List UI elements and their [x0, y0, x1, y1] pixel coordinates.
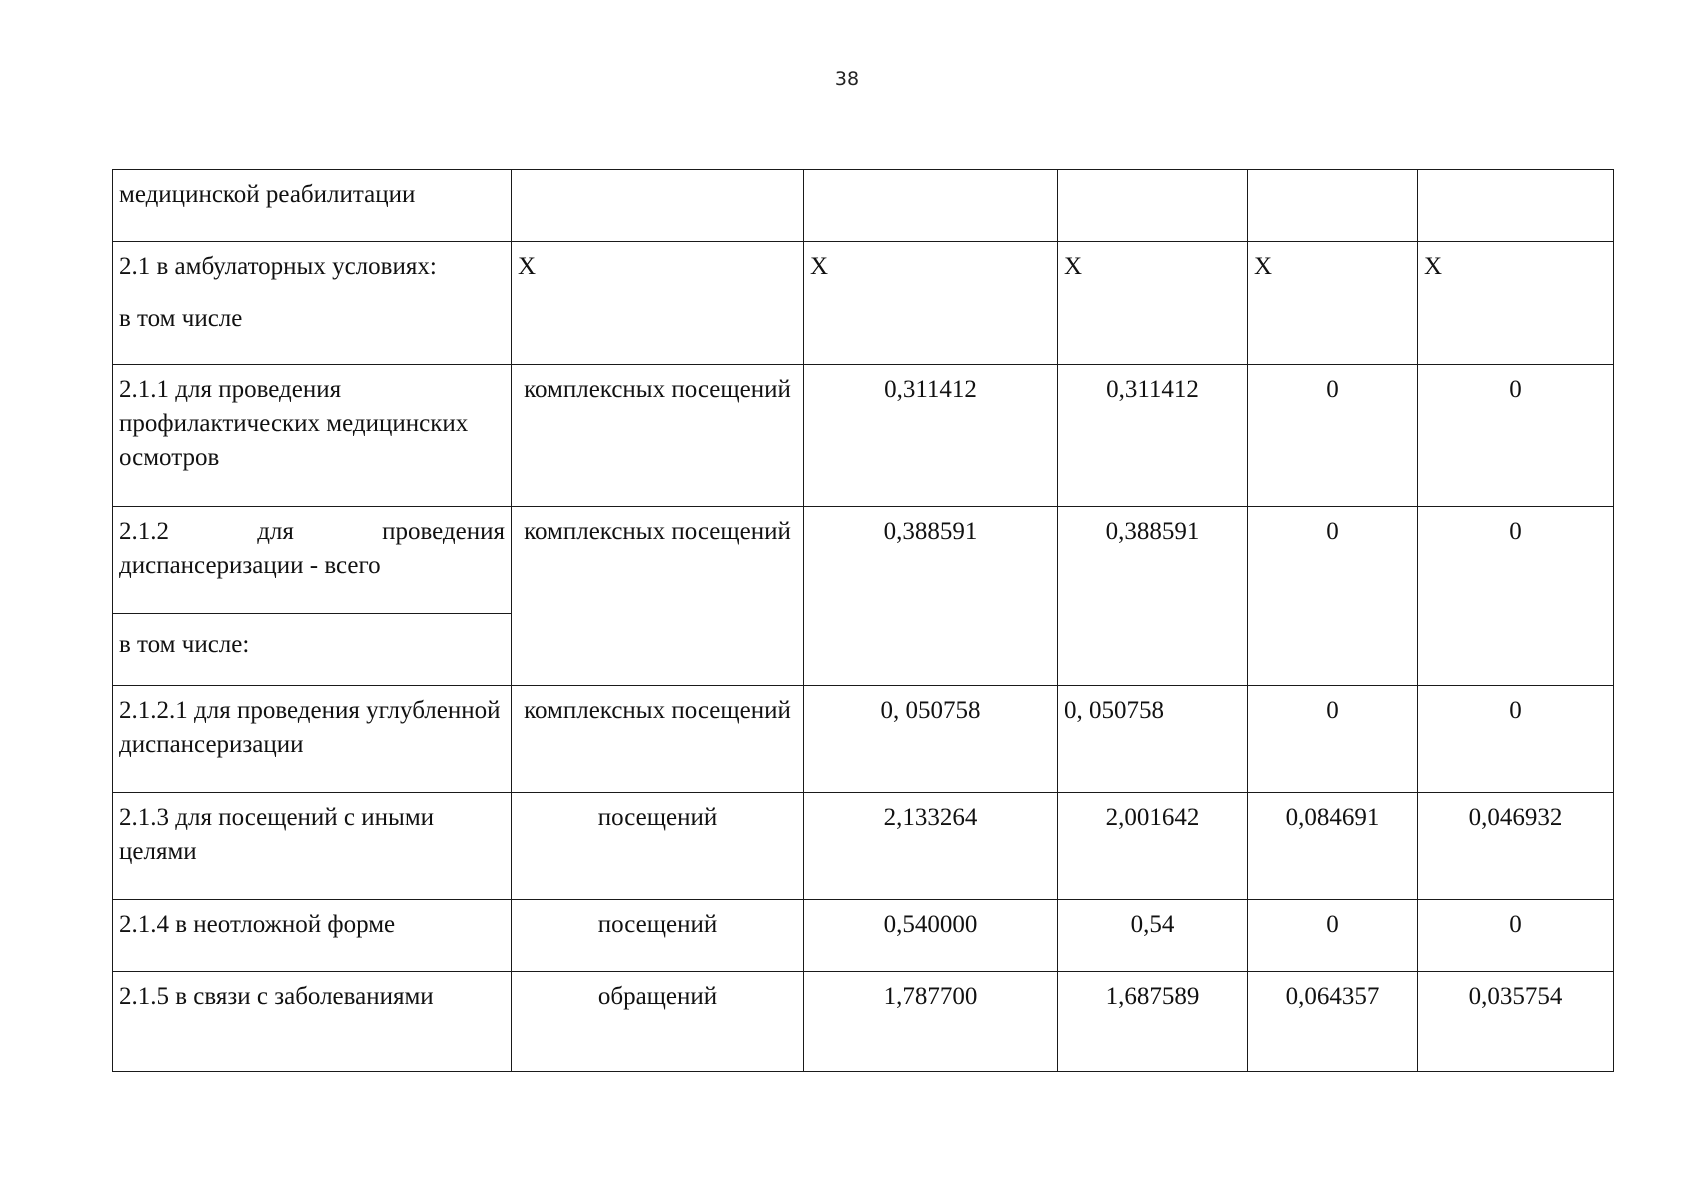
value-cell: 2,133264	[804, 793, 1058, 900]
empty-cell	[804, 170, 1058, 242]
row-label: медицинской реабилитации	[113, 170, 512, 242]
table-row	[113, 686, 1614, 793]
row-label-word: проведения	[382, 518, 505, 545]
value-cell: 0	[1418, 507, 1614, 686]
unit-cell: комплексных посещений	[512, 365, 804, 507]
value-cell: 0,046932	[1418, 793, 1614, 900]
table-row	[113, 507, 1614, 614]
row-label-word: 2.1.2	[119, 518, 169, 545]
value-cell: 0	[1248, 686, 1418, 793]
row-label: 2.1.1 для проведения профилактических медицинских осмотров	[113, 365, 512, 507]
page-number: 38	[834, 68, 860, 90]
row-label: 2.1.2.1 для проведения углубленной диспансеризации	[113, 686, 512, 793]
row-label-word: для	[257, 518, 294, 545]
table-row	[113, 793, 1614, 900]
unit-cell: комплексных посещений	[512, 686, 804, 793]
unit-cell: посещений	[512, 793, 804, 900]
value-cell: X	[1058, 242, 1248, 365]
indicators-table	[112, 169, 1614, 1072]
table-row	[113, 972, 1614, 1072]
table-row	[113, 170, 1614, 242]
table-row	[113, 900, 1614, 972]
value-cell: 0	[1248, 507, 1418, 686]
table-row	[113, 365, 1614, 507]
row-label-line: 2.1 в амбулаторных условиях:	[119, 253, 437, 280]
value-cell: 0,311412	[1058, 365, 1248, 507]
value-cell: 0, 050758	[1058, 686, 1248, 793]
value-cell: 0	[1248, 365, 1418, 507]
value-cell: 2,001642	[1058, 793, 1248, 900]
empty-cell	[1248, 170, 1418, 242]
value-cell: 0, 050758	[804, 686, 1058, 793]
unit-cell: комплексных посещений	[512, 507, 804, 686]
row-label-line: в том числе	[119, 305, 243, 332]
value-cell: 0,035754	[1418, 972, 1614, 1072]
row-label-line: диспансеризации - всего	[119, 552, 381, 579]
value-cell: 1,687589	[1058, 972, 1248, 1072]
value-cell: 0,388591	[804, 507, 1058, 686]
row-label	[113, 507, 512, 614]
value-cell: 0,540000	[804, 900, 1058, 972]
value-cell: 0	[1418, 365, 1614, 507]
value-cell: 0	[1248, 900, 1418, 972]
row-label: в том числе:	[113, 614, 512, 686]
value-cell: 1,787700	[804, 972, 1058, 1072]
value-cell: X	[804, 242, 1058, 365]
value-cell: 0	[1418, 686, 1614, 793]
unit-cell: обращений	[512, 972, 804, 1072]
value-cell: 0	[1418, 900, 1614, 972]
empty-cell	[1058, 170, 1248, 242]
empty-cell	[512, 170, 804, 242]
value-cell: X	[1418, 242, 1614, 365]
value-cell: 0,54	[1058, 900, 1248, 972]
row-label: 2.1.4 в неотложной форме	[113, 900, 512, 972]
value-cell: 0,388591	[1058, 507, 1248, 686]
row-label	[113, 242, 512, 365]
value-cell: 0,311412	[804, 365, 1058, 507]
unit-cell: посещений	[512, 900, 804, 972]
value-cell: 0,084691	[1248, 793, 1418, 900]
row-label: 2.1.3 для посещений с иными целями	[113, 793, 512, 900]
unit-cell: X	[512, 242, 804, 365]
value-cell: 0,064357	[1248, 972, 1418, 1072]
row-label: 2.1.5 в связи с заболеваниями	[113, 972, 512, 1072]
value-cell: X	[1248, 242, 1418, 365]
table-row	[113, 242, 1614, 365]
empty-cell	[1418, 170, 1614, 242]
